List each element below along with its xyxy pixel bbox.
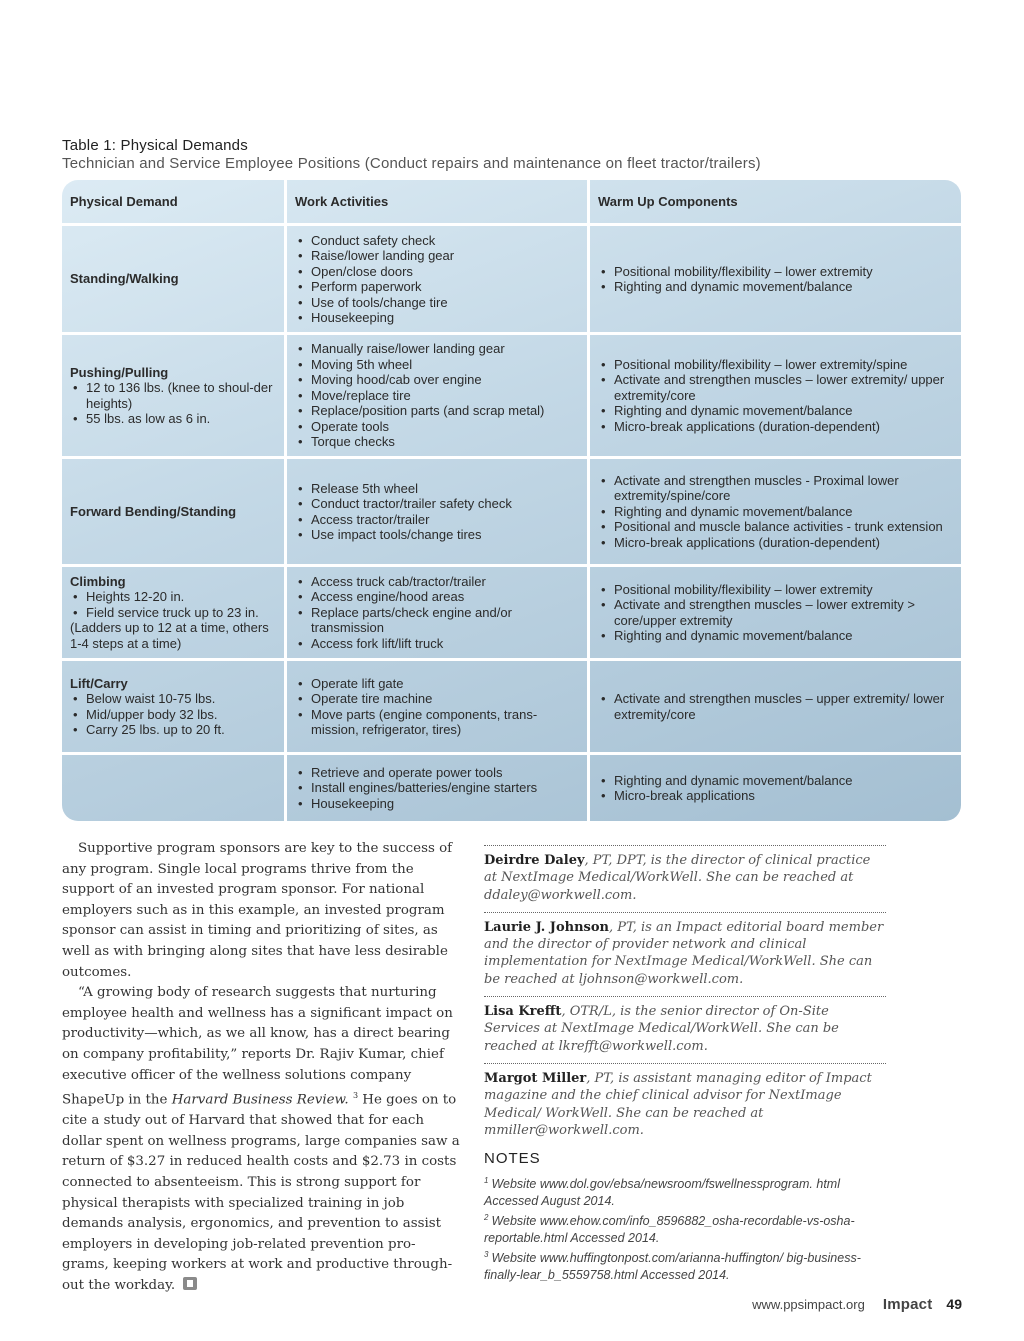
table-row <box>62 755 961 821</box>
warm-up-list <box>598 691 953 722</box>
warm-up-item: • Positional mobility/flexibility – lower extremity/spine <box>598 357 953 373</box>
warm-up-cell <box>587 755 961 821</box>
physical-demands-table <box>62 180 961 821</box>
work-activity-item: • Operate tire machine <box>295 691 576 707</box>
note-text: Website www.huffingtonpost.com/arianna-huffington/ big-business-finally-lear_b_5559758.html Accessed 2014. <box>484 1251 861 1282</box>
demand-detail: • Below waist 10-75 lbs. <box>70 691 273 707</box>
work-activity-item: • Operate tools <box>295 419 576 435</box>
warm-up-item: • Righting and dynamic movement/balance <box>598 504 953 520</box>
warm-up-item: • Righting and dynamic movement/balance <box>598 773 953 789</box>
table-heading <box>62 137 962 172</box>
work-activity-item: • Retrieve and operate power tools <box>295 765 576 781</box>
work-activity-item: • Operate lift gate <box>295 676 576 692</box>
demand-title: Pushing/Pulling <box>70 364 169 380</box>
warm-up-list <box>598 473 953 551</box>
body-paragraph: Supportive program sponsors are key to the success of any program. Single local programs thrive from the support of an invested program sponsor. For national employers such as in this example, an invested program sponsor can assist in timing and prioritizing of sites, as well as with bringing along sites that have less desirable outcomes. <box>62 841 453 980</box>
demand-note: (Ladders up to 12 at a time, others 1-4 steps at a time) <box>70 620 269 651</box>
work-activity-list <box>295 765 576 812</box>
notes-list <box>484 1173 886 1283</box>
table-row <box>62 661 961 755</box>
work-activity-item: • Move/replace tire <box>295 388 576 404</box>
body-text-run: He goes on to cite a study out of Harvard that showed that for each dollar spent on wellness programs, large companies saw a return of $3.27 in reduced health costs and $2.73 in costs connected to absenteeism. This is strong support for physical therapists with specialized training in job demands analysis, ergonomics, and prevention to assist employers in developing job-related prevention pro-grams, keeping workers at work and productive through-out the workday. <box>62 1092 460 1293</box>
demand-detail: • Mid/upper body 32 lbs. <box>70 707 273 723</box>
warm-up-item: • Micro-break applications (duration-dependent) <box>598 419 953 435</box>
physical-demand-cell <box>62 226 281 332</box>
table-header-row <box>62 180 961 226</box>
warm-up-item: • Micro-break applications <box>598 788 953 804</box>
demand-detail: • Field service truck up to 23 in. <box>70 605 273 621</box>
warm-up-cell <box>587 661 961 752</box>
notes-section <box>484 1150 886 1284</box>
work-activity-list <box>295 574 576 652</box>
header-warm-up-components: Warm Up Components <box>587 180 961 223</box>
body-text-run: “A growing body of research suggests that nurturing employee health and wellness has a significant impact on productivity—which, as we all know, has a direct bearing on company profitability,” reports Dr. Rajiv Kumar, chief executive officer of the wellness solutions company ShapeUp in the <box>62 985 453 1108</box>
work-activity-item: • Replace/position parts (and scrap metal) <box>295 403 576 419</box>
warm-up-item: • Righting and dynamic movement/balance <box>598 628 953 644</box>
footer-brand: Impact <box>882 1296 933 1313</box>
work-activity-item: • Replace parts/check engine and/or transmission <box>295 605 576 636</box>
demand-details-list <box>70 589 273 620</box>
work-activity-cell <box>284 755 584 821</box>
note-number: 3 <box>484 1250 489 1260</box>
work-activity-item: • Conduct tractor/trailer safety check <box>295 496 576 512</box>
warm-up-list <box>598 264 953 295</box>
physical-demand-cell <box>62 567 281 658</box>
work-activity-list <box>295 341 576 450</box>
warm-up-item: • Positional mobility/flexibility – lower extremity <box>598 582 953 598</box>
warm-up-item: • Activate and strengthen muscles – lower extremity/ upper extremity/core <box>598 372 953 403</box>
note-number: 2 <box>484 1213 489 1223</box>
warm-up-item: • Activate and strengthen muscles – lower extremity > core/upper extremity <box>598 597 953 628</box>
work-activity-cell <box>284 226 584 332</box>
warm-up-item: • Positional mobility/flexibility – lower extremity <box>598 264 953 280</box>
work-activity-list <box>295 481 576 543</box>
work-activity-list <box>295 233 576 326</box>
author-name: Lisa Krefft <box>484 1004 562 1020</box>
author-description: , OTR/L, is the senior director of On-Site Services at NextImage Medical/WorkWell. She can be reached at lkrefft@workwell.com. <box>484 1004 839 1054</box>
demand-detail: • 55 lbs. as low as 6 in. <box>70 411 273 427</box>
table-row <box>62 567 961 661</box>
author-name: Margot Miller <box>484 1070 587 1086</box>
author-description: , PT, DPT, is the director of clinical practice at NextImage Medical/WorkWell. She can be reached at ddaley@workwell.com. <box>484 853 871 903</box>
footer-url[interactable]: www.ppsimpact.org <box>752 1297 865 1312</box>
warm-up-list <box>598 773 953 804</box>
author-bios <box>484 845 886 1147</box>
work-activity-item: • Housekeeping <box>295 310 576 326</box>
warm-up-cell <box>587 459 961 564</box>
demand-title: Climbing <box>70 573 126 589</box>
work-activity-item: • Conduct safety check <box>295 233 576 249</box>
physical-demand-cell <box>62 661 281 752</box>
author-name: Deirdre Daley <box>484 853 585 868</box>
author-description: , PT, is assistant managing editor of Impact magazine and the chief clinical advisor for NextImage Medical/ WorkWell. She can be reached at mmiller@workwell.com. <box>484 1070 872 1138</box>
publication-name: Harvard Business Review. <box>171 1092 349 1108</box>
body-paragraph <box>62 983 462 1296</box>
note-item <box>484 1247 886 1283</box>
work-activity-item: • Release 5th wheel <box>295 481 576 497</box>
header-work-activities: Work Activities <box>284 180 584 223</box>
note-number: 1 <box>484 1176 489 1185</box>
work-activity-item: • Use impact tools/change tires <box>295 527 576 543</box>
note-text: Website www.ehow.com/info_8596882_osha-recordable-vs-osha-reportable.html Accessed 2014. <box>484 1214 855 1245</box>
demand-detail: • 12 to 136 lbs. (knee to shoul-der heights) <box>70 380 273 411</box>
note-item <box>484 1210 886 1246</box>
table-title: Table 1: Physical Demands <box>62 137 248 154</box>
work-activity-item: • Move parts (engine components, trans-mission, refrigerator, tires) <box>295 707 576 738</box>
warm-up-cell <box>587 567 961 658</box>
warm-up-item: • Righting and dynamic movement/balance <box>598 279 953 295</box>
end-mark-icon <box>183 1277 197 1290</box>
table-subtitle: Technician and Service Employee Positions (Conduct repairs and maintenance on fleet tractor/trailers) <box>62 155 761 172</box>
work-activity-cell <box>284 661 584 752</box>
work-activity-item: • Open/close doors <box>295 264 576 280</box>
note-text: Website www.dol.gov/ebsa/newsroom/fswellnessprogram. html Accessed August 2014. <box>484 1177 840 1208</box>
warm-up-item: • Activate and strengthen muscles - Proximal lower extremity/spine/core <box>598 473 953 504</box>
header-physical-demand: Physical Demand <box>70 193 178 209</box>
warm-up-cell <box>587 335 961 456</box>
work-activity-item: • Raise/lower landing gear <box>295 248 576 264</box>
work-activity-item: • Access engine/hood areas <box>295 589 576 605</box>
demand-title: Forward Bending/Standing <box>70 503 237 519</box>
warm-up-list <box>598 582 953 644</box>
work-activity-item: • Access fork lift/lift truck <box>295 636 576 652</box>
footnote-ref: 3 <box>352 1091 359 1101</box>
work-activity-cell <box>284 459 584 564</box>
table-row <box>62 226 961 335</box>
warm-up-cell <box>587 226 961 332</box>
demand-detail: • Heights 12-20 in. <box>70 589 273 605</box>
physical-demand-cell <box>62 459 281 564</box>
notes-title: NOTES <box>484 1150 541 1167</box>
author-bio <box>484 1063 886 1147</box>
page-footer <box>752 1296 962 1313</box>
work-activity-item: • Use of tools/change tire <box>295 295 576 311</box>
warm-up-item: • Activate and strengthen muscles – upper extremity/ lower extremity/core <box>598 691 953 722</box>
work-activity-item: • Access tractor/trailer <box>295 512 576 528</box>
physical-demand-cell <box>62 755 281 821</box>
article-body <box>62 839 462 1297</box>
warm-up-list <box>598 357 953 435</box>
author-bio <box>484 912 886 996</box>
table-row <box>62 459 961 567</box>
demand-detail: • Carry 25 lbs. up to 20 ft. <box>70 722 273 738</box>
note-item <box>484 1173 886 1209</box>
author-description: , PT, is an Impact editorial board member and the director of provider network and clinical implementation for NextImage Medical/WorkWell. She can be reached at ljohnson@workwell.com. <box>484 919 884 987</box>
work-activity-list <box>295 676 576 738</box>
work-activity-item: • Access truck cab/tractor/trailer <box>295 574 576 590</box>
work-activity-cell <box>284 567 584 658</box>
work-activity-item: • Moving hood/cab over engine <box>295 372 576 388</box>
work-activity-item: • Perform paperwork <box>295 279 576 295</box>
author-bio <box>484 845 886 912</box>
demand-details-list <box>70 380 273 427</box>
work-activity-item: • Manually raise/lower landing gear <box>295 341 576 357</box>
work-activity-item: • Torque checks <box>295 434 576 450</box>
work-activity-item: • Install engines/batteries/engine starters <box>295 780 576 796</box>
work-activity-item: • Moving 5th wheel <box>295 357 576 373</box>
author-name: Laurie J. Johnson <box>484 919 609 935</box>
warm-up-item: • Righting and dynamic movement/balance <box>598 403 953 419</box>
demand-title: Standing/Walking <box>70 271 179 287</box>
page-number: 49 <box>946 1296 962 1312</box>
warm-up-item: • Micro-break applications (duration-dependent) <box>598 535 953 551</box>
author-bio <box>484 996 886 1063</box>
work-activity-item: • Housekeeping <box>295 796 576 812</box>
demand-title: Lift/Carry <box>70 675 128 691</box>
warm-up-item: • Positional and muscle balance activities - trunk extension <box>598 519 953 535</box>
work-activity-cell <box>284 335 584 456</box>
physical-demand-cell <box>62 335 281 456</box>
table-body <box>62 226 961 821</box>
demand-details-list <box>70 691 273 738</box>
table-row <box>62 335 961 459</box>
